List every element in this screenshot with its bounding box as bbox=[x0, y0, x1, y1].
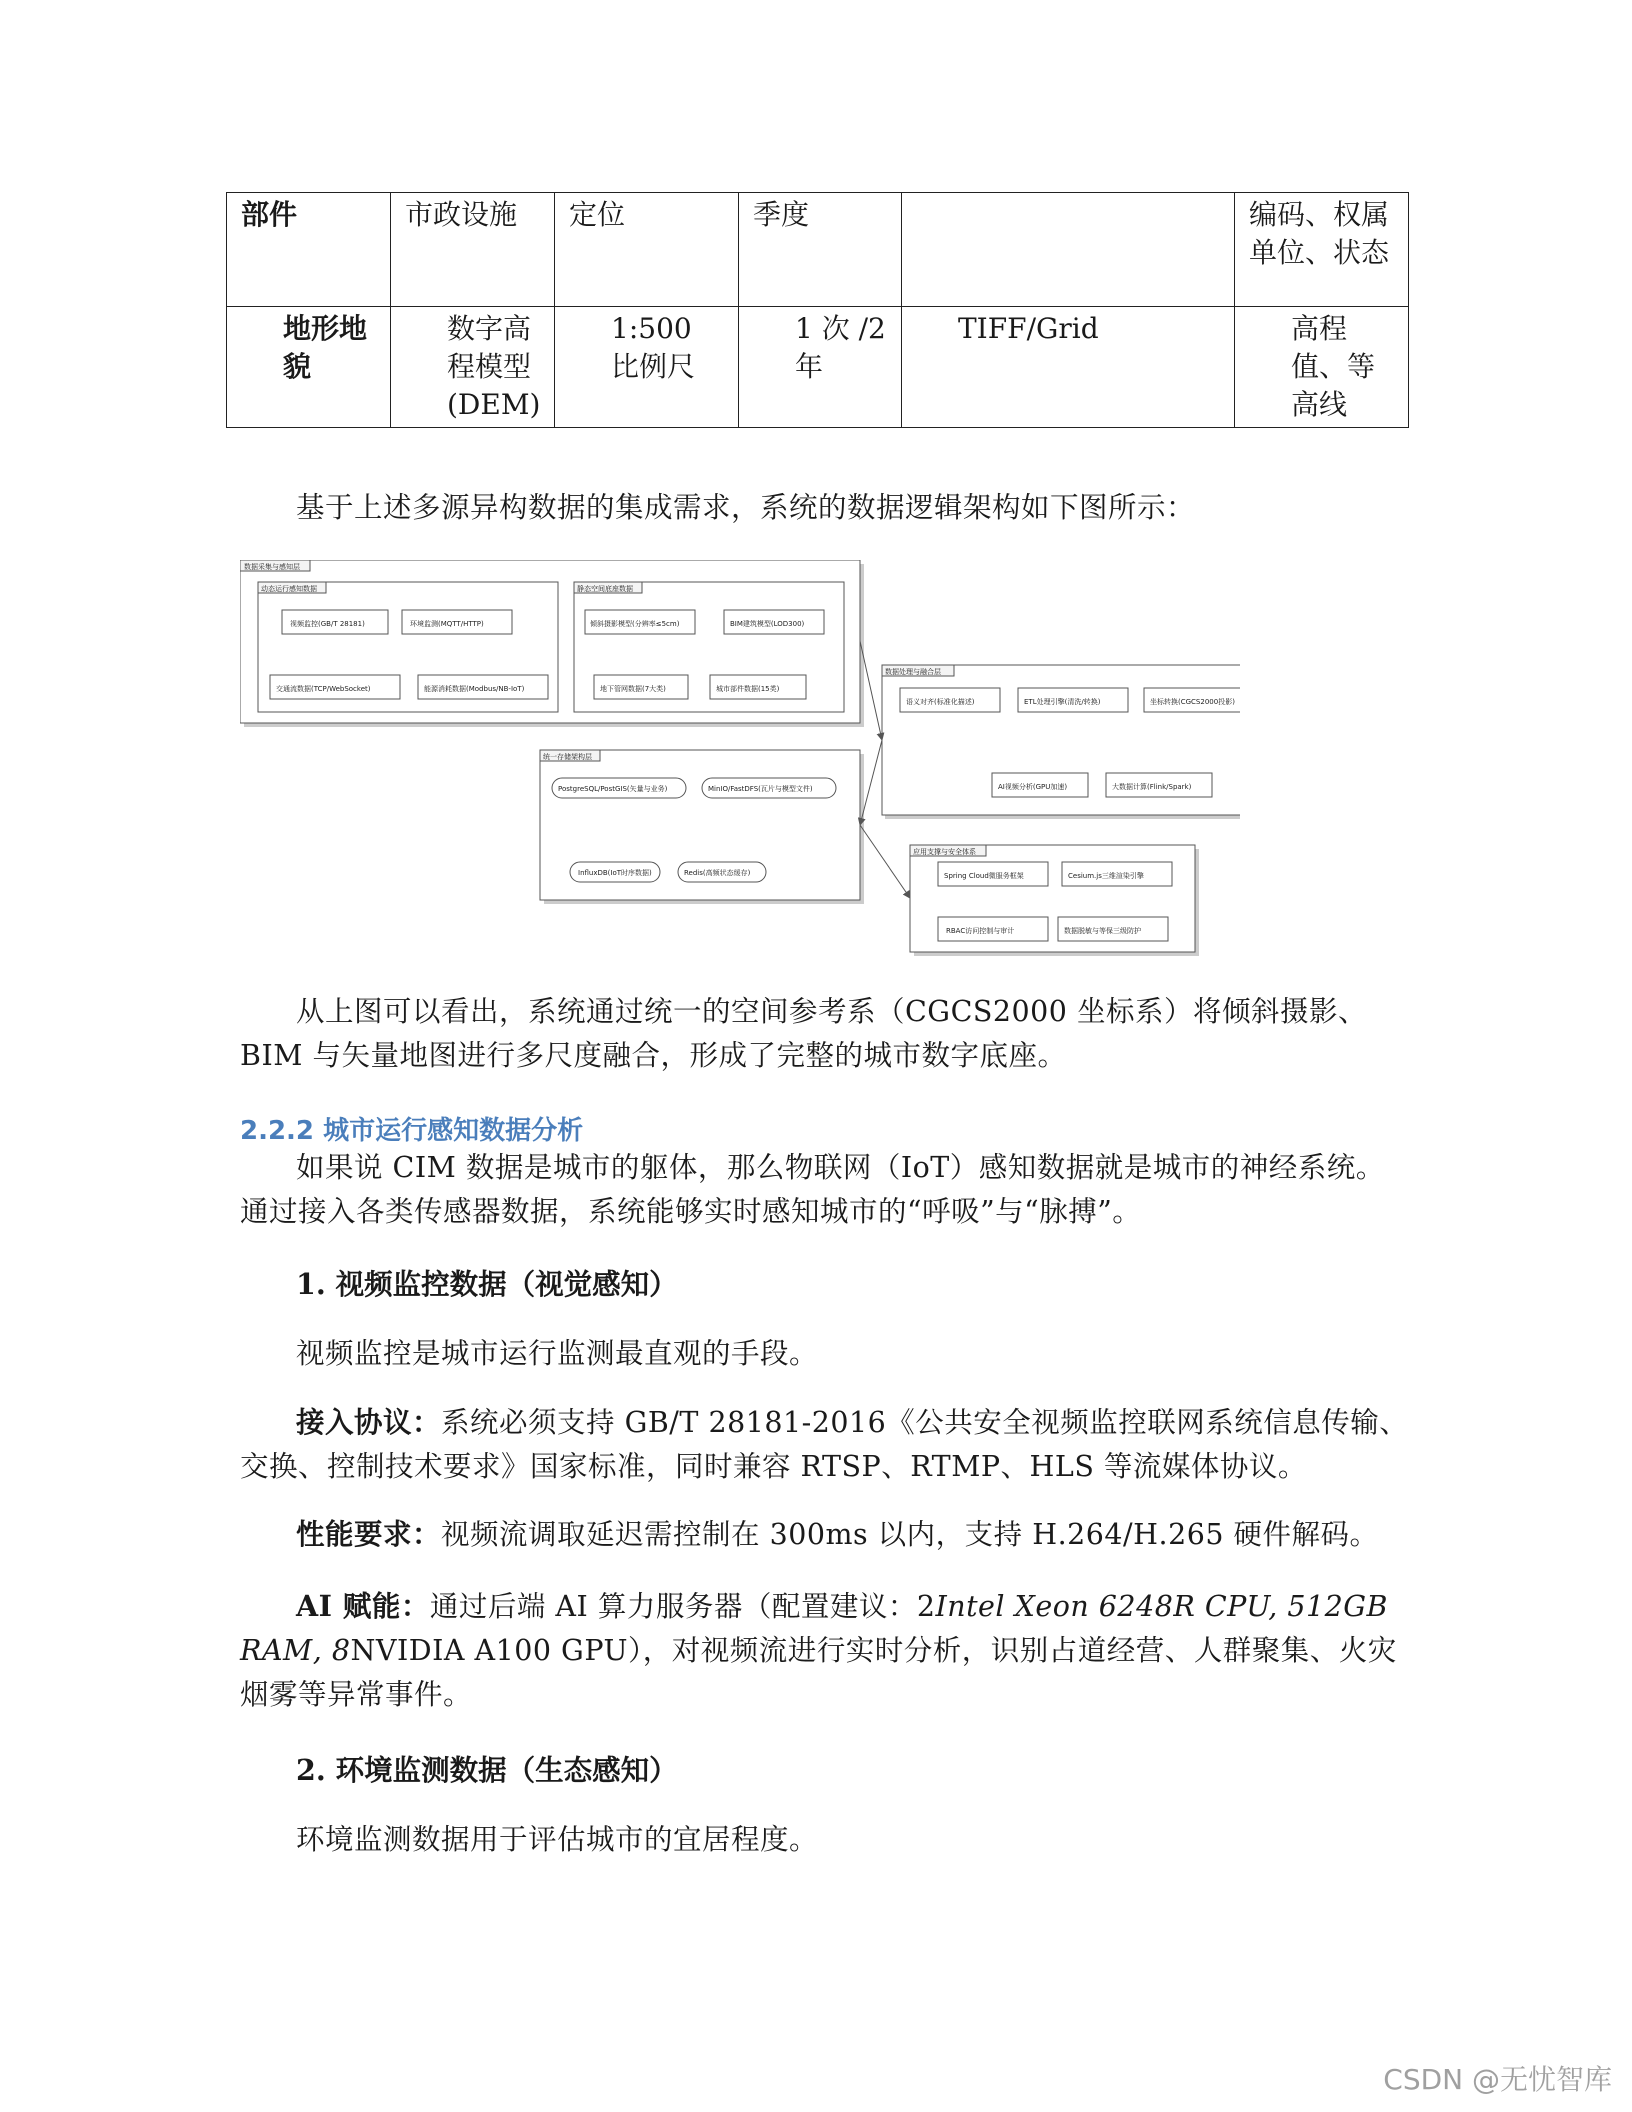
diagram-node: AI视频分析(GPU加速) bbox=[998, 783, 1068, 791]
table-cell: 市政设施 bbox=[391, 193, 555, 307]
group-label: 统一存储架构层 bbox=[543, 753, 592, 761]
perf-text: 视频流调取延迟需控制在 300ms 以内，支持 H.264/H.265 硬件解码。 bbox=[441, 1518, 1379, 1551]
group-label: 数据处理与融合层 bbox=[885, 668, 941, 676]
table-cell: TIFF/Grid bbox=[902, 307, 1235, 428]
access-lead: 接入协议： bbox=[296, 1405, 442, 1439]
performance-paragraph bbox=[240, 1512, 1410, 1557]
ai-pre: 通过后端 AI 算力服务器（配置建议：2 bbox=[429, 1590, 936, 1623]
diagram-summary-paragraph: 从上图可以看出，系统通过统一的空间参考系（CGCS2000 坐标系）将倾斜摄影、BIM 与矢量地图进行多尺度融合，形成了完整的城市数字底座。 bbox=[240, 995, 1367, 1072]
iot-intro-paragraph: 如果说 CIM 数据是城市的躯体，那么物联网（IoT）感知数据就是城市的神经系统。通过接入各类传感器数据，系统能够实时感知城市的“呼吸”与“脉搏”。 bbox=[240, 1151, 1385, 1228]
perf-lead: 性能要求： bbox=[296, 1517, 442, 1551]
diagram-node: PostgreSQL/PostGIS(矢量与业务) bbox=[558, 785, 668, 793]
table-cell: 地形地貌 bbox=[227, 307, 391, 428]
table-cell bbox=[902, 193, 1235, 307]
table-cell: 部件 bbox=[227, 193, 391, 307]
ai-post: NVIDIA A100 GPU），对视频流进行实时分析，识别占道经营、人群聚集、火灾烟雾等异常事件。 bbox=[240, 1634, 1397, 1711]
diagram-node: 大数据计算(Flink/Spark) bbox=[1112, 783, 1192, 791]
diagram-node: 倾斜摄影模型(分辨率≤5cm) bbox=[590, 620, 680, 628]
watermark: CSDN @无忧智库 bbox=[1383, 2063, 1612, 2096]
group-label: 静态空间底座数据 bbox=[577, 585, 633, 593]
diagram-node: 环境监测(MQTT/HTTP) bbox=[410, 620, 484, 628]
diagram-node: 数据脱敏与等保三级防护 bbox=[1064, 927, 1141, 935]
architecture-diagram bbox=[240, 560, 1240, 964]
section-heading: 2.2.2 城市运行感知数据分析 bbox=[240, 1116, 584, 1146]
diagram-node: Spring Cloud微服务框架 bbox=[944, 872, 1024, 880]
table-cell: 高程值、等高线 bbox=[1235, 307, 1409, 428]
diagram-node: 地下管网数据(7大类) bbox=[600, 685, 666, 693]
ai-italic: Intel Xeon 6248R CPU, 512GB RAM, 8 bbox=[240, 1590, 1388, 1667]
diagram-node: MinIO/FastDFS(瓦片与模型文件) bbox=[708, 785, 813, 793]
ai-lead: AI 赋能： bbox=[296, 1589, 430, 1623]
diagram-node: 交通流数据(TCP/WebSocket) bbox=[276, 685, 371, 693]
table-row bbox=[227, 307, 1409, 428]
table-cell: 编码、权属单位、状态 bbox=[1235, 193, 1409, 307]
diagram-node: Redis(高频状态缓存) bbox=[684, 869, 751, 877]
table-cell: 定位 bbox=[555, 193, 739, 307]
table-row bbox=[227, 193, 1409, 307]
diagram-node: 城市部件数据(15类) bbox=[716, 685, 780, 693]
subheading-video: 1. 视频监控数据（视觉感知） bbox=[296, 1267, 678, 1301]
diagram-node: 语义对齐(标准化描述) bbox=[906, 698, 975, 706]
diagram-node: InfluxDB(IoT时序数据) bbox=[578, 869, 652, 877]
group-label: 动态运行感知数据 bbox=[261, 585, 317, 593]
diagram-node: RBAC访问控制与审计 bbox=[946, 927, 1015, 935]
table-cell: 季度 bbox=[739, 193, 902, 307]
diagram-node: 视频监控(GB/T 28181) bbox=[290, 620, 365, 628]
access-protocol-paragraph bbox=[240, 1400, 1410, 1489]
access-text: 系统必须支持 GB/T 28181-2016《公共安全视频监控联网系统信息传输、交换、控制技术要求》国家标准，同时兼容 RTSP、RTMP、HLS 等流媒体协议。 bbox=[240, 1406, 1409, 1483]
ai-paragraph bbox=[240, 1584, 1410, 1717]
table-cell: 数字高程模型(DEM) bbox=[391, 307, 555, 428]
intro-paragraph: 基于上述多源异构数据的集成需求，系统的数据逻辑架构如下图所示： bbox=[296, 491, 1196, 524]
group-label: 应用支撑与安全体系 bbox=[913, 848, 976, 856]
diagram-node: ETL处理引擎(清洗/转换) bbox=[1024, 698, 1101, 706]
diagram-node: Cesium.js三维渲染引擎 bbox=[1068, 872, 1144, 880]
diagram-node: 能源消耗数据(Modbus/NB-IoT) bbox=[424, 685, 525, 693]
table-cell: 1:500 比例尺 bbox=[555, 307, 739, 428]
environment-intro-paragraph: 环境监测数据用于评估城市的宜居程度。 bbox=[296, 1823, 819, 1856]
diagram-node: BIM建筑模型(LOD300) bbox=[730, 620, 805, 628]
group-label: 数据采集与感知层 bbox=[244, 563, 300, 571]
data-standard-table bbox=[226, 192, 1409, 428]
video-intro-paragraph: 视频监控是城市运行监测最直观的手段。 bbox=[296, 1337, 819, 1370]
table-cell: 1 次 /2 年 bbox=[739, 307, 902, 428]
diagram-node: 坐标转换(CGCS2000投影) bbox=[1150, 698, 1235, 706]
subheading-environment: 2. 环境监测数据（生态感知） bbox=[296, 1753, 678, 1787]
